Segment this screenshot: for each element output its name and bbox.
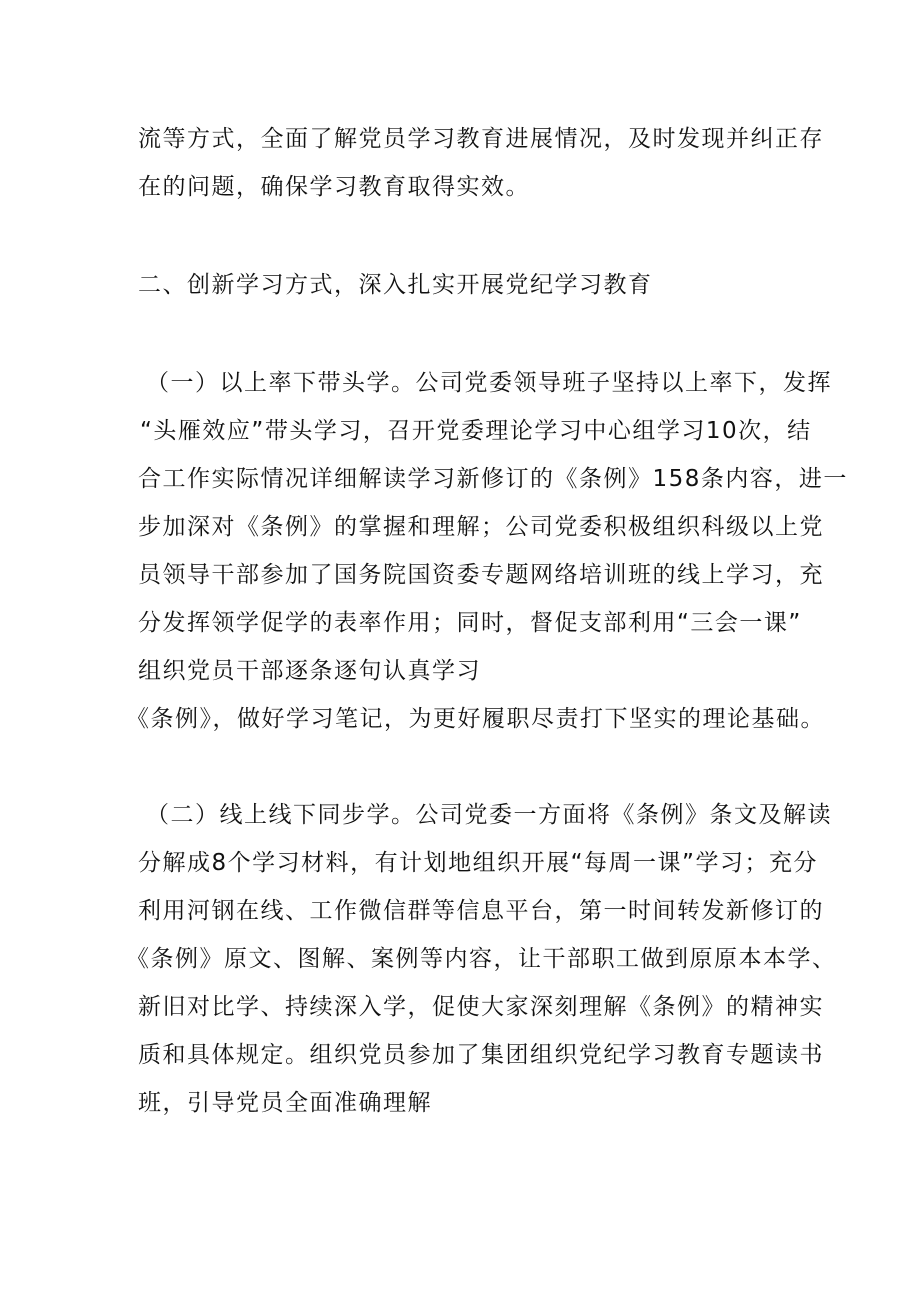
paragraph-line: （二）线上线下同步学。公司党委一方面将《条例》条文及解读	[146, 802, 832, 828]
paragraph-line: （一）以上率下带头学。公司党委领导班子坚持以上率下，发挥	[146, 370, 832, 396]
paragraph-line: 分解成8个学习材料，有计划地组织开展“每周一课”学习；充分	[138, 850, 818, 876]
paragraph-line: “头雁效应”带头学习，召开党委理论学习中心组学习10次，结	[140, 418, 812, 444]
paragraph-line: 流等方式，全面了解党员学习教育进展情况，及时发现并纠正存	[138, 126, 824, 152]
paragraph-line: 《条例》，做好学习笔记，为更好履职尽责打下坚实的理论基础。	[126, 706, 825, 732]
paragraph-line: 步加深对《条例》的掌握和理解；公司党委积极组织科级以上党	[138, 514, 824, 540]
paragraph-line: 分发挥领学促学的表率作用；同时，督促支部利用“三会一课”	[138, 610, 802, 636]
paragraph-line: 合工作实际情况详细解读学习新修订的《条例》158条内容，进一	[138, 466, 848, 492]
paragraph-line: 在的问题，确保学习教育取得实效。	[138, 174, 530, 200]
paragraph-line: 利用河钢在线、工作微信群等信息平台，第一时间转发新修订的	[138, 898, 824, 924]
paragraph-line: 《条例》原文、图解、案例等内容，让干部职工做到原原本本学、	[126, 946, 837, 972]
section-heading: 二、创新学习方式，深入扎实开展党纪学习教育	[138, 272, 653, 298]
paragraph-line: 组织党员干部逐条逐句认真学习	[138, 658, 481, 684]
paragraph-line: 质和具体规定。组织党员参加了集团组织党纪学习教育专题读书	[138, 1042, 824, 1068]
paragraph-line: 员领导干部参加了国务院国资委专题网络培训班的线上学习，充	[138, 562, 824, 588]
paragraph-line: 新旧对比学、持续深入学，促使大家深刻理解《条例》的精神实	[138, 994, 824, 1020]
paragraph-line: 班，引导党员全面准确理解	[138, 1090, 432, 1116]
